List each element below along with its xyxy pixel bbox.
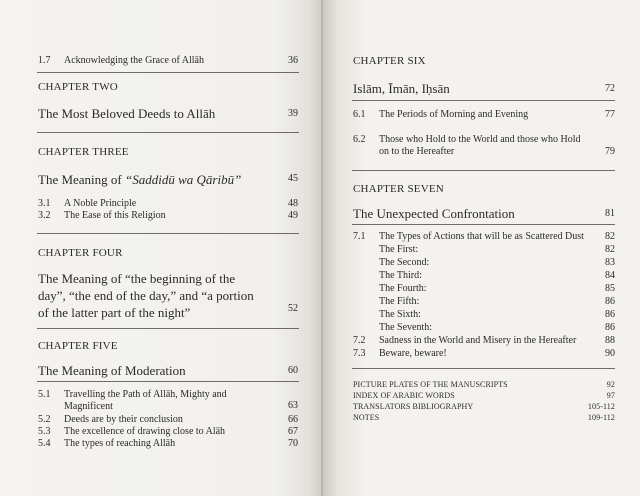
toc-entry-title: Deeds are by their conclusion — [64, 414, 183, 425]
chapter-title: The Meaning of Moderation — [38, 363, 186, 378]
toc-page-number: 79 — [605, 146, 615, 157]
toc-number: 5.2 — [38, 414, 51, 425]
section-divider — [37, 132, 299, 133]
toc-entry-title: Acknowledging the Grace of Allāh — [64, 55, 204, 66]
toc-subentry: The Second: — [379, 257, 430, 268]
chapter-title-italic: “Saddidū wa Qāribū” — [125, 172, 242, 187]
toc-page-number: 82 — [605, 244, 615, 255]
toc-page-number: 82 — [605, 231, 615, 242]
toc-number: 6.1 — [353, 109, 366, 120]
toc-subentry: The Sixth: — [379, 309, 421, 320]
toc-subentry: The First: — [379, 244, 419, 255]
back-matter-title: NOTES — [353, 413, 380, 422]
chapter-label: CHAPTER SEVEN — [353, 183, 444, 195]
section-divider — [352, 368, 615, 369]
toc-page-number: 36 — [288, 55, 298, 66]
toc-entry-title: on to the Hereafter — [379, 146, 455, 157]
toc-subentry: The Seventh: — [379, 322, 433, 333]
toc-page-number: 48 — [288, 198, 298, 209]
toc-entry-title: Sadness in the World and Misery in the Hereafter — [379, 335, 577, 346]
toc-entry-title: Those who Hold to the World and those who Hold — [379, 134, 581, 145]
toc-page-number: 67 — [288, 426, 298, 437]
toc-page-number: 66 — [288, 414, 298, 425]
chapter-label: CHAPTER FOUR — [38, 247, 123, 259]
chapter-label: CHAPTER TWO — [38, 81, 118, 93]
toc-page-number: 72 — [605, 83, 615, 94]
section-divider — [352, 100, 615, 101]
toc-subentry: The Fifth: — [379, 296, 420, 307]
toc-number: 7.2 — [353, 335, 366, 346]
back-matter-title: TRANSLATORS BIBLIOGRAPHY — [353, 402, 474, 411]
toc-entry-title: The Ease of this Religion — [64, 210, 166, 221]
toc-page-number: 84 — [605, 270, 615, 281]
toc-entry-title: The Periods of Morning and Evening — [379, 109, 529, 120]
toc-number: 7.1 — [353, 231, 366, 242]
section-divider — [37, 381, 299, 382]
toc-entry-title: Travelling the Path of Allāh, Mighty and — [64, 389, 227, 400]
chapter-title-line: of the latter part of the night” — [38, 305, 191, 320]
chapter-title — [38, 171, 241, 188]
toc-page-number: 77 — [605, 109, 615, 120]
toc-page-number: 105-112 — [587, 402, 615, 411]
toc-entry-title: A Noble Principle — [64, 198, 137, 209]
chapter-title: The Unexpected Confrontation — [353, 206, 515, 221]
toc-entry-title: The excellence of drawing close to Alāh — [64, 426, 226, 437]
toc-subentry: The Third: — [379, 270, 422, 281]
toc-entry-title: The types of reaching Allāh — [64, 438, 176, 449]
back-matter-title: PICTURE PLATES OF THE MANUSCRIPTS — [353, 380, 508, 389]
chapter-title: The Most Beloved Deeds to Allāh — [38, 106, 216, 121]
chapter-title: Islām, Īmān, Iḥsān — [353, 81, 450, 96]
toc-page-number: 92 — [606, 380, 615, 389]
section-divider — [37, 72, 299, 73]
section-divider — [352, 224, 615, 225]
chapter-title-line: day”, “the end of the day,” and “a portion — [38, 288, 254, 303]
toc-page-number: 83 — [605, 257, 615, 268]
toc-page-number: 88 — [605, 335, 615, 346]
chapter-label: CHAPTER THREE — [38, 146, 129, 158]
back-matter-title: INDEX OF ARABIC WORDS — [353, 391, 455, 400]
toc-page-number: 52 — [288, 303, 298, 314]
toc-number: 3.1 — [38, 198, 51, 209]
toc-number: 5.3 — [38, 426, 51, 437]
toc-page-number: 86 — [605, 309, 615, 320]
toc-number: 1.7 — [38, 55, 51, 66]
toc-page-number: 39 — [288, 108, 298, 119]
toc-page-number: 90 — [605, 348, 615, 359]
toc-page-number: 81 — [605, 208, 615, 219]
toc-entry-title: Magnificent — [64, 401, 113, 412]
toc-entry-title: The Types of Actions that will be as Scattered Dust — [379, 231, 584, 242]
toc-number: 5.4 — [38, 438, 51, 449]
toc-entry-title: Beware, beware! — [379, 348, 447, 359]
toc-page-number: 109-112 — [587, 413, 615, 422]
toc-page-number: 86 — [605, 296, 615, 307]
section-divider — [37, 233, 299, 234]
toc-page-number: 49 — [288, 210, 298, 221]
toc-page-number: 60 — [288, 365, 298, 376]
toc-page-number: 70 — [288, 438, 298, 449]
chapter-title-text: The Meaning of — [38, 172, 126, 187]
chapter-title-line: The Meaning of “the beginning of the — [38, 271, 236, 286]
toc-page-number: 85 — [605, 283, 615, 294]
book-gutter — [321, 0, 323, 496]
toc-page-number: 63 — [288, 400, 298, 411]
section-divider — [352, 170, 615, 171]
toc-number: 3.2 — [38, 210, 51, 221]
section-divider — [37, 328, 299, 329]
toc-page-number: 86 — [605, 322, 615, 333]
chapter-label: CHAPTER FIVE — [38, 340, 118, 352]
toc-number: 6.2 — [353, 134, 366, 145]
toc-number: 7.3 — [353, 348, 366, 359]
toc-number: 5.1 — [38, 389, 51, 400]
toc-subentry: The Fourth: — [379, 283, 427, 294]
toc-page-number: 97 — [606, 391, 615, 400]
chapter-label: CHAPTER SIX — [353, 55, 426, 67]
toc-page-number: 45 — [288, 173, 298, 184]
